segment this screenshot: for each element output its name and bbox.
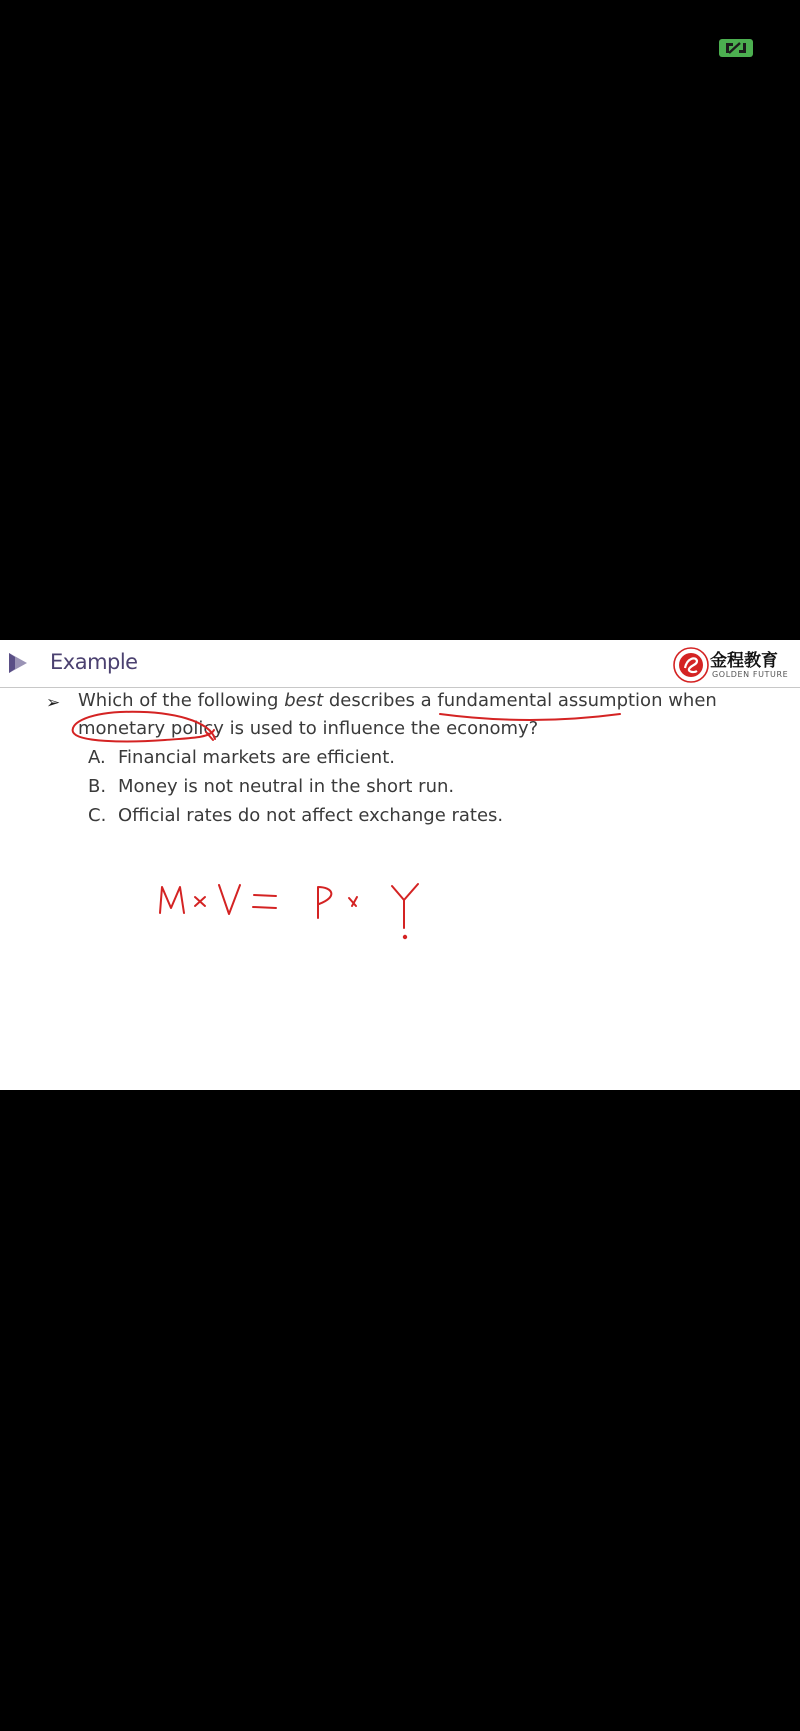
question-line-1	[78, 690, 717, 711]
option-a-letter: A.	[88, 747, 106, 768]
option-a-text: Financial markets are efficient.	[118, 747, 395, 768]
expand-arrows-icon	[716, 36, 756, 60]
question-text-end: describes a fundamental assumption when	[323, 690, 717, 711]
slide-header	[0, 640, 800, 687]
question-text-start: Which of the following	[78, 690, 285, 711]
option-c-letter: C.	[88, 805, 107, 826]
question-line-2: monetary policy is used to influence the economy?	[78, 718, 539, 739]
golden-future-seal-icon	[672, 646, 710, 684]
option-b-text: Money is not neutral in the short run.	[118, 776, 455, 797]
play-triangle-icon	[6, 650, 30, 676]
option-c-text: Official rates do not affect exchange rates.	[118, 805, 504, 826]
slide	[0, 640, 800, 1090]
fullscreen-button[interactable]	[716, 36, 756, 60]
arrowhead-bullet-icon: ➢	[46, 693, 61, 712]
question-emphasis: best	[284, 690, 324, 711]
brand-name-en: GOLDEN FUTURE	[712, 670, 789, 679]
header-divider	[0, 687, 800, 688]
option-b-letter: B.	[88, 776, 107, 797]
handwritten-equation	[160, 884, 418, 938]
slide-title: Example	[50, 650, 138, 674]
brand-name-cn: 金程教育	[710, 651, 778, 671]
